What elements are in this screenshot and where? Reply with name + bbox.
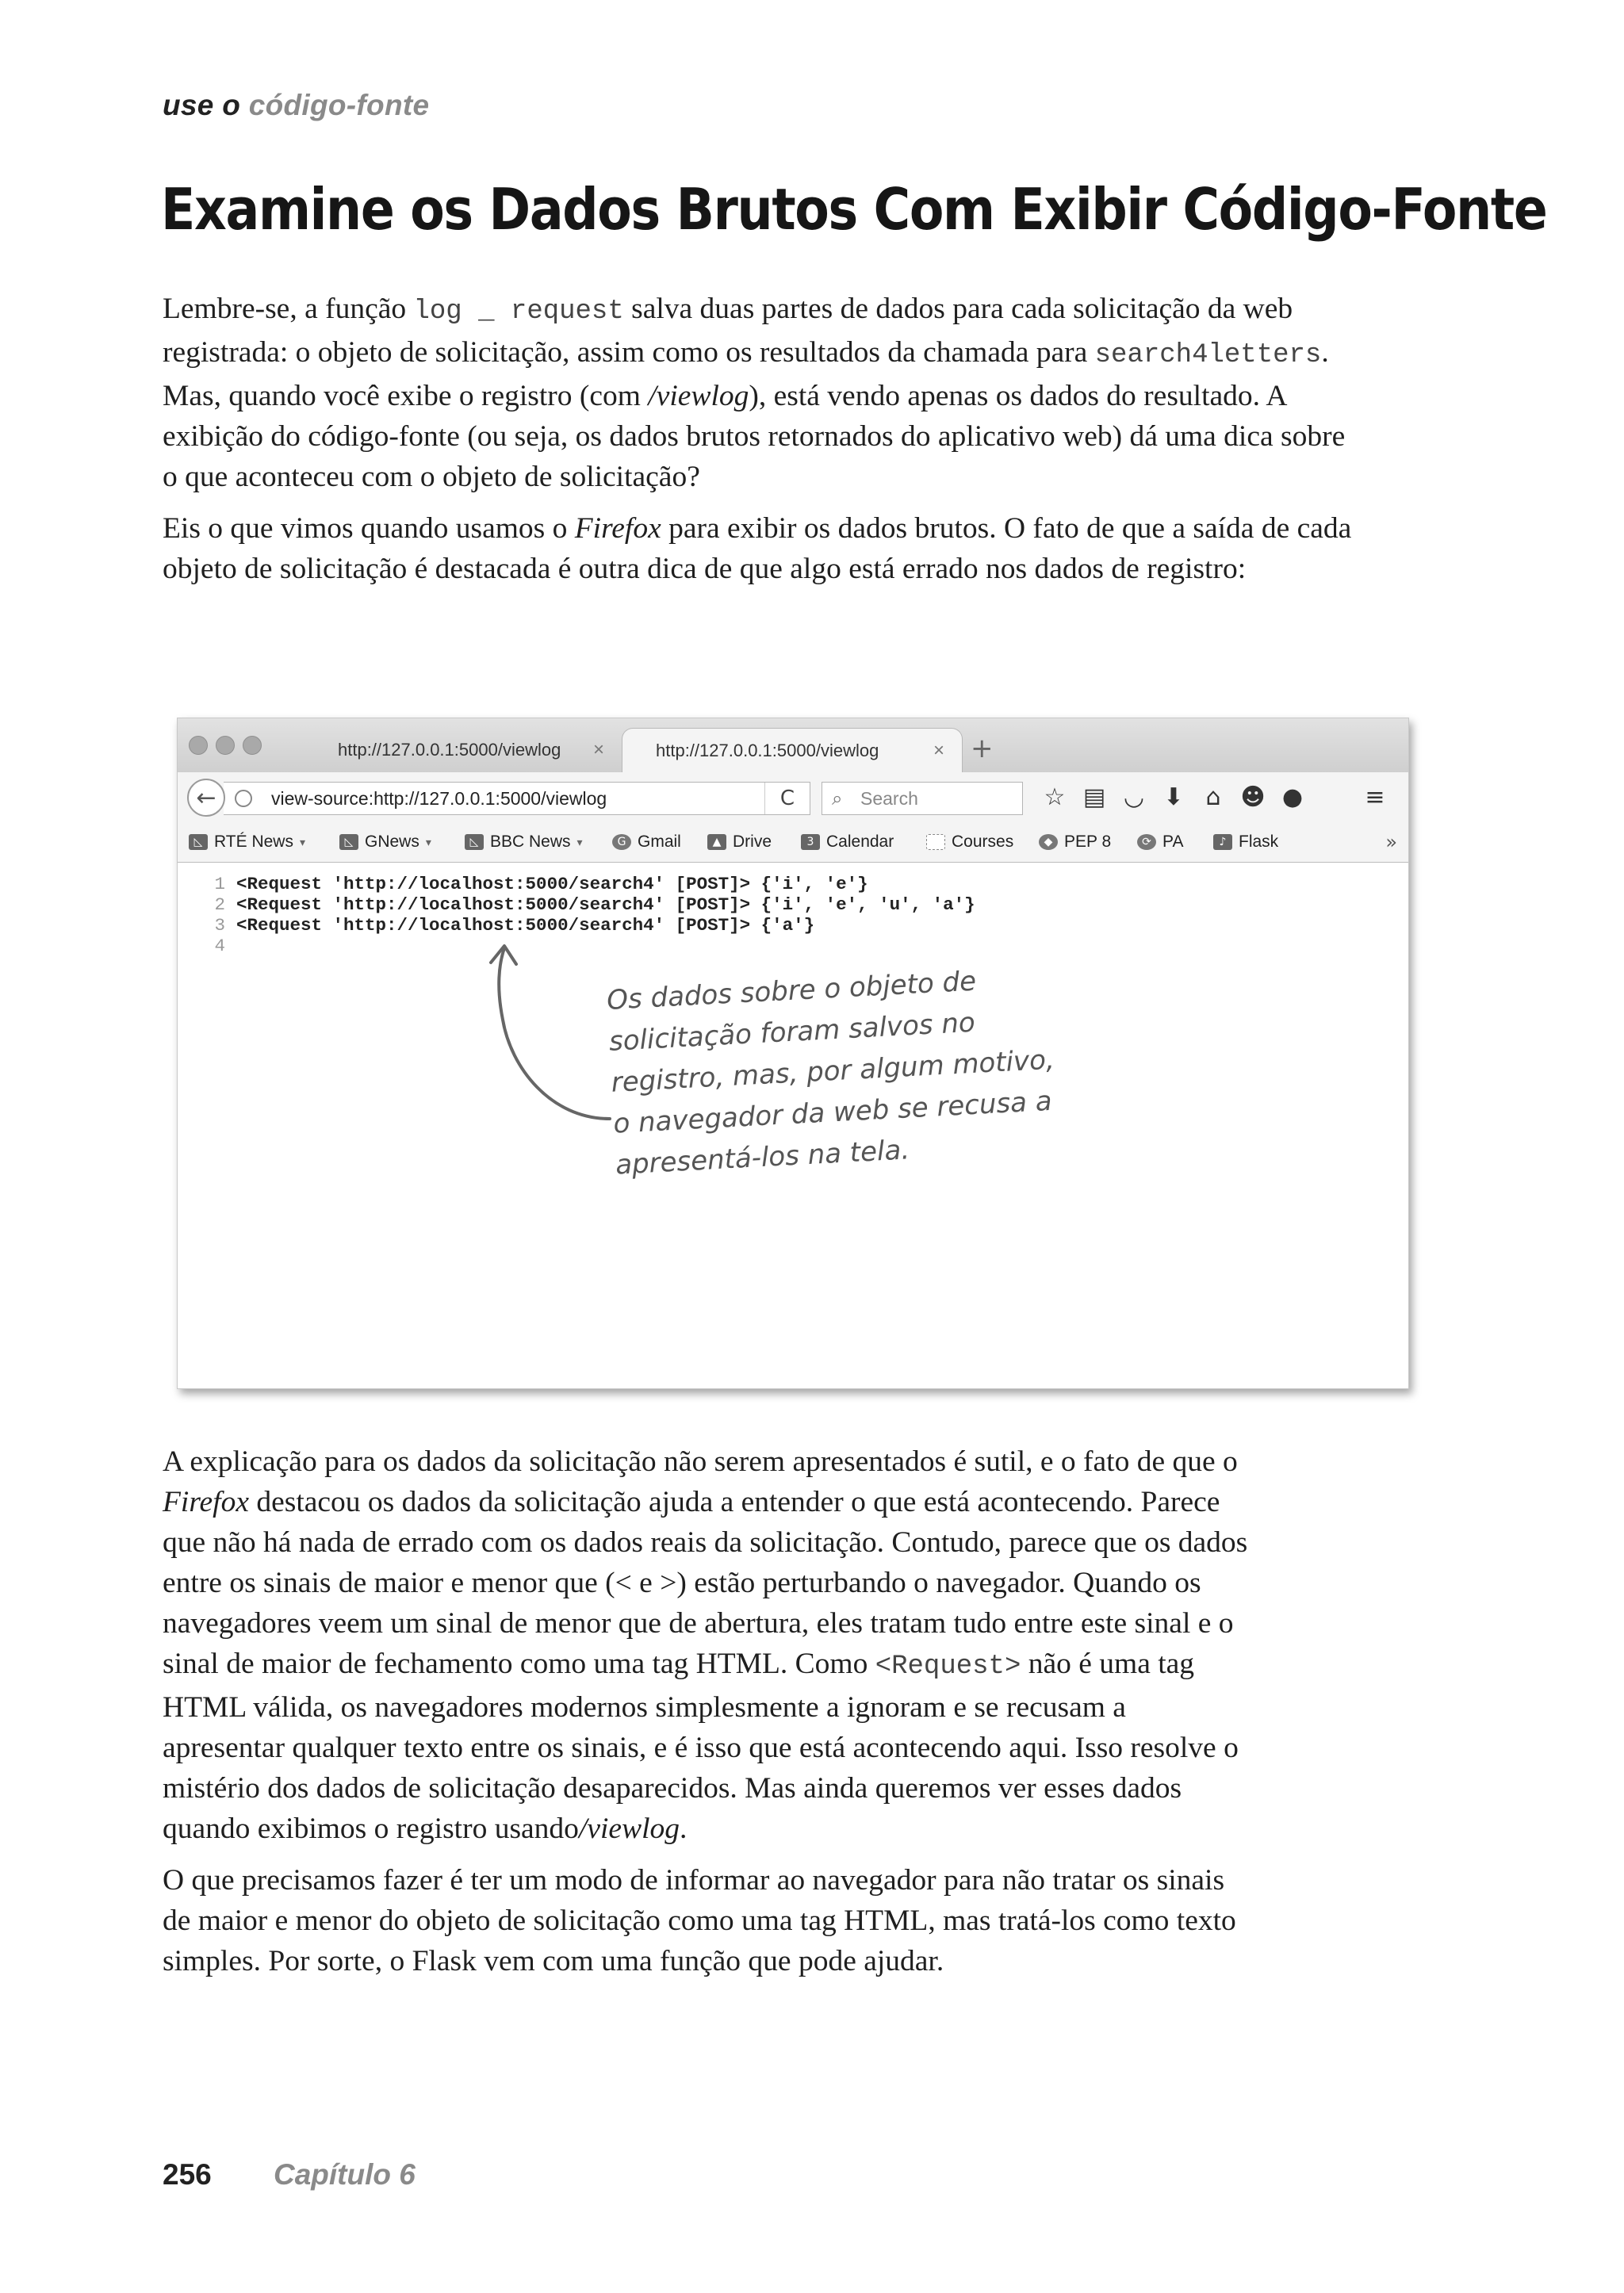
- text-run: . Mas, quando você exibe o registro (com: [163, 336, 1329, 412]
- text-run: destacou os dados da solicitação ajuda a entender o que está acontecendo. Parece que não há nada de errado com os dados reais da solicitação. Contudo, parece que os dados entre os sinais de maior e menor que (< e >) estão perturbando o navegador. Quando os navegadores veem um sinal de menor que de abertura, eles tratam tudo entre este sinal e o sinal de maior de fechamento como uma tag HTML. Como: [163, 1486, 1248, 1680]
- tab-label: http://127.0.0.1:5000/viewlog: [338, 740, 561, 760]
- text-run: Eis o que vimos quando usamos o: [163, 512, 575, 545]
- rss-folder-icon: ◺: [465, 834, 484, 850]
- pocket-icon[interactable]: ◡: [1123, 783, 1145, 811]
- intro-paragraph-1: [163, 289, 1360, 497]
- running-header: [163, 89, 429, 122]
- bookmark-label: RTÉ News: [214, 833, 293, 851]
- annotation-line: registro, mas, por algum motivo,: [610, 1043, 1055, 1099]
- inline-code: log _ request: [413, 297, 624, 327]
- bookmark-label: Gmail: [638, 833, 681, 851]
- reading-list-icon[interactable]: ▤: [1082, 783, 1106, 811]
- rss-folder-icon: ◺: [339, 834, 358, 850]
- text-run: A explicação para os dados da solicitação não serem apresentados é sutil, e o fato de que o: [163, 1445, 1238, 1478]
- text-run: salva duas partes de dados para cada solicitação da web registrada: o objeto de solicitação, assim como os resultados da chamada para: [163, 293, 1293, 369]
- bookmark-label: GNews: [365, 833, 419, 851]
- close-icon[interactable]: ×: [933, 740, 944, 761]
- browser-screenshot: [177, 718, 1409, 1389]
- text-run: para exibir os dados brutos. O fato de que a saída de cada objeto de solicitação é destacada é outra dica de que algo está errado nos dados de registro:: [163, 512, 1352, 585]
- annotation-line: solicitação foram salvos no: [608, 1006, 976, 1058]
- drive-icon: ▲: [707, 834, 726, 850]
- rss-folder-icon: ◺: [189, 834, 208, 850]
- explanation-paragraph-1: [163, 1441, 1249, 1849]
- line-number: 2: [214, 894, 225, 915]
- line-number: 1: [214, 874, 225, 894]
- bookmark-label: PA: [1162, 833, 1184, 851]
- bookmark-label: Flask: [1239, 833, 1279, 851]
- close-icon[interactable]: ×: [592, 739, 604, 760]
- more-bookmarks-icon[interactable]: »: [1385, 831, 1397, 853]
- download-icon[interactable]: ⬇: [1163, 783, 1184, 811]
- annotation-line: apresentá-los na tela.: [615, 1134, 911, 1181]
- flask-icon: ♪: [1213, 834, 1232, 850]
- source-text: <Request 'http://localhost:5000/search4' [POST]> {'i', 'e', 'u', 'a'}: [236, 894, 975, 915]
- bookmark-label: BBC News: [490, 833, 571, 851]
- reload-button[interactable]: C: [764, 783, 810, 814]
- running-header-topic: código-fonte: [248, 89, 430, 121]
- inline-code: search4letters: [1094, 340, 1322, 370]
- line-number: 4: [214, 936, 225, 956]
- source-text: <Request 'http://localhost:5000/search4' [POST]> {'i', 'e'}: [236, 874, 868, 894]
- back-arrow-icon: ←: [196, 783, 216, 812]
- google-icon: G: [612, 834, 631, 850]
- profile-icon[interactable]: ●: [1281, 783, 1304, 811]
- running-header-prefix: use o: [163, 89, 241, 121]
- search-icon: ⌕: [832, 787, 843, 810]
- tab-label: http://127.0.0.1:5000/viewlog: [656, 740, 879, 760]
- bookmark-label: Drive: [733, 833, 772, 851]
- annotation-line: Os dados sobre o objeto de: [606, 965, 977, 1016]
- new-tab-button[interactable]: +: [971, 733, 994, 764]
- explanation-paragraph-2: O que precisamos fazer é ter um modo de informar ao navegador para não tratar os sinais de maior e menor do objeto de solicitação como uma tag HTML, mas tratá-los como texto simples. Por sorte, o Flask vem com uma função que pode ajudar.: [163, 1864, 1236, 1977]
- text-run: não é uma tag HTML válida, os navegadores modernos simplesmente a ignoram e se recusam a apresentar qualquer texto entre os sinais, e é isso que está acontecendo aqui. Isso resolve o mistério dos dados de solicitação desaparecidos. Mas ainda queremos ver esses dados quando exibimos o registro usando: [163, 1648, 1239, 1845]
- page-title: Examine os Dados Brutos Com Exibir Código-Fonte: [161, 176, 1547, 243]
- home-icon[interactable]: ⌂: [1205, 783, 1221, 811]
- url-text: view-source:http://127.0.0.1:5000/viewlog: [271, 787, 607, 809]
- python-icon: ◆: [1039, 834, 1058, 850]
- calendar-icon: 3: [801, 834, 820, 850]
- bookmark-label: Courses: [952, 833, 1014, 851]
- search-placeholder: Search: [860, 787, 918, 809]
- text-run: .: [680, 1813, 688, 1845]
- bookmark-star-icon[interactable]: ☆: [1044, 783, 1066, 811]
- annotation-line: o navegador da web se recusa a: [612, 1085, 1053, 1140]
- page-number: 256: [163, 2158, 212, 2191]
- hello-icon[interactable]: ☻: [1240, 783, 1266, 811]
- emphasis: Firefox: [574, 512, 661, 545]
- intro-paragraph-2: [163, 508, 1360, 589]
- explanation-text: [163, 1441, 1249, 1992]
- text-run: ), está vendo apenas os dados do resultado. A exibição do código-fonte (ou seja, os dados brutos retornados do aplicativo web) dá uma dica sobre o que aconteceu com o objeto de solicitação?: [163, 380, 1346, 493]
- chevron-down-icon: ▾: [299, 835, 305, 848]
- menu-icon[interactable]: ≡: [1365, 783, 1385, 811]
- chapter-label: Capítulo 6: [274, 2158, 416, 2191]
- source-text: <Request 'http://localhost:5000/search4' [POST]> {'a'}: [236, 915, 815, 936]
- text-run: Lembre-se, a função: [163, 293, 414, 325]
- emphasis: /viewlog: [578, 1813, 680, 1845]
- pythonanywhere-icon: ⟳: [1137, 834, 1156, 850]
- bookmark-label: Calendar: [826, 833, 894, 851]
- intro-text: [163, 289, 1360, 600]
- inline-code: <Request>: [875, 1652, 1021, 1682]
- line-number: 3: [214, 915, 225, 936]
- chevron-down-icon: ▾: [576, 835, 583, 848]
- bookmark-label: PEP 8: [1064, 833, 1112, 851]
- chevron-down-icon: ▾: [425, 835, 431, 848]
- emphasis: Firefox: [163, 1486, 249, 1518]
- emphasis: /viewlog: [648, 380, 749, 412]
- handwritten-annotation: [606, 951, 1171, 1185]
